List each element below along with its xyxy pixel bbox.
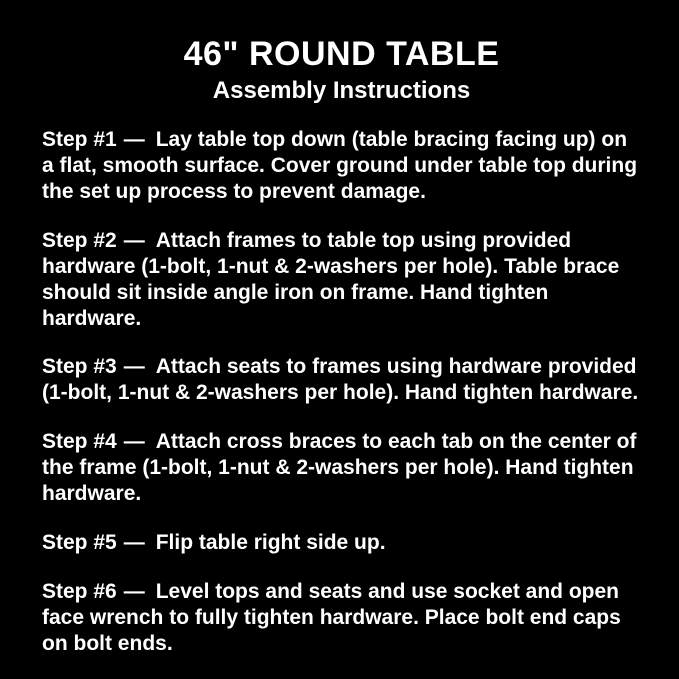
steps-list [42, 127, 641, 657]
step-text: Attach cross braces to each tab on the center of the frame (1-bolt, 1-nut & 2-washers per hole). Hand tighten hardware. [42, 430, 637, 506]
step-paragraph [42, 228, 641, 332]
step-paragraph [42, 579, 641, 657]
step-dash-separator: — [123, 355, 145, 379]
step-label: Step #3 [42, 355, 117, 379]
step-text: Flip table right side up. [155, 531, 386, 555]
step-label: Step #6 [42, 579, 117, 603]
step-label: Step #2 [42, 228, 117, 252]
step-dash-separator: — [123, 228, 145, 252]
step-label: Step #1 [42, 127, 117, 151]
step-label: Step #5 [42, 531, 117, 555]
step-dash-separator: — [123, 579, 145, 603]
step-text: Attach seats to frames using hardware provided (1-bolt, 1-nut & 2-washers per hole). Hand tighten hardware. [42, 355, 639, 405]
step-paragraph [42, 530, 641, 556]
page-subtitle: Assembly Instructions [212, 77, 471, 105]
step-paragraph [42, 429, 641, 507]
step-dash-separator: — [123, 430, 145, 454]
step-text: Lay table top down (table bracing facing up) on a flat, smooth surface. Cover ground under table top during the set up process to prevent damage. [42, 127, 638, 203]
page-title: 46" ROUND TABLE [183, 35, 500, 73]
step-dash-separator: — [123, 531, 145, 555]
step-text: Attach frames to table top using provided hardware (1-bolt, 1-nut & 2-washers per hole). Table brace should sit inside angle iron on frame. Hand tighten hardware. [42, 228, 620, 330]
step-paragraph [42, 127, 641, 205]
step-text: Level tops and seats and use socket and open face wrench to fully tighten hardware. Place bolt end caps on bolt ends. [42, 579, 621, 655]
step-label: Step #4 [42, 430, 117, 454]
step-paragraph [42, 354, 641, 406]
step-dash-separator: — [123, 127, 145, 151]
